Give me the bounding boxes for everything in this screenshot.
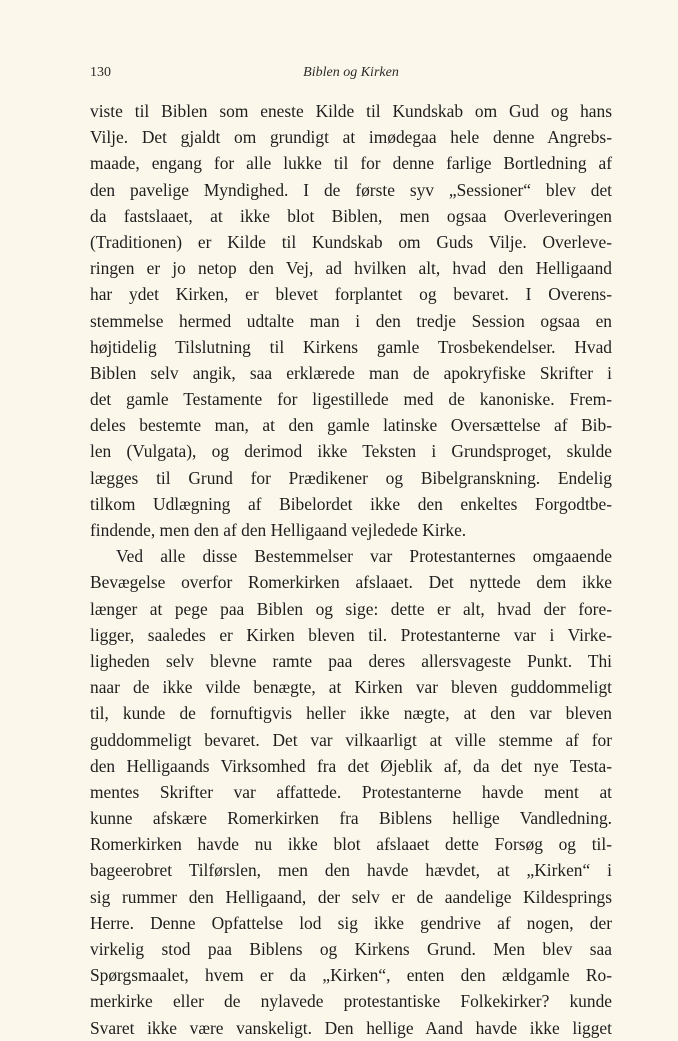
text-line: maade, engang for alle lukke til for denne farlige Bortledning af: [90, 153, 612, 174]
text-line: stemmelse hermed udtalte man i den tredje Session ogsaa en: [90, 310, 612, 331]
text-line: viste til Biblen som eneste Kilde til Kundskab om Gud og hans: [90, 101, 612, 121]
text-line: len (Vulgata), og derimod ikke Teksten i Grundsproget, skulde: [90, 441, 612, 462]
text-line: virkelig stod paa Biblens og Kirkens Grund. Men blev saa: [90, 939, 612, 959]
text-line: Biblen selv angik, saa erklærede man de apokryfiske Skrifter i: [90, 362, 612, 383]
text-line: ligheden selv blevne ramte paa deres allersvageste Punkt. Thi: [90, 650, 612, 671]
text-line: merkirke eller de nylavede protestantiske Folkekirker? kunde: [90, 991, 612, 1012]
text-line: sig rummer den Helligaand, der selv er de aandelige Kildesprings: [90, 886, 612, 907]
text-line: til, kunde de fornuftigvis heller ikke nægte, at den var bleven: [90, 703, 612, 724]
text-line: Spørgsmaalet, hvem er da „Kirken“, enten den ældgamle Ro-: [90, 965, 612, 986]
text-line: da fastslaaet, at ikke blot Biblen, men ogsaa Overleveringen: [90, 205, 612, 226]
running-title: Biblen og Kirken: [303, 65, 399, 80]
text-line: den pavelige Myndighed. I de første syv „Sessioner“ blev det: [90, 179, 612, 200]
text-line: deles bestemte man, at den gamle latinske Oversættelse af Bib-: [90, 415, 612, 436]
body-text: [90, 98, 612, 1041]
text-line: tilkom Udlægning af Bibelordet ikke den enkeltes Forgodtbe-: [90, 493, 612, 514]
text-line: Bevægelse overfor Romerkirken afslaaet. Det nyttede dem ikke: [90, 572, 612, 593]
text-line: naar de ikke vilde benægte, at Kirken var bleven guddommeligt: [90, 677, 612, 698]
page-number: 130: [90, 65, 111, 80]
text-line: den Helligaands Virksomhed fra det Øjeblik af, da det nye Testa-: [90, 755, 612, 776]
text-line: findende, men den af den Helligaand vejledede Kirke.: [90, 520, 467, 540]
page-header: [90, 65, 612, 85]
text-line: lægges til Grund for Prædikener og Bibelgranskning. Endelig: [90, 467, 612, 488]
text-line: det gamle Testamente for ligestillede med de kanoniske. Frem-: [90, 389, 612, 410]
text-line: bageerobret Tilførslen, men den havde hævdet, at „Kirken“ i: [90, 860, 612, 881]
text-line: Vilje. Det gjaldt om grundigt at imødegaa hele denne Angrebs-: [90, 127, 612, 148]
text-line: mentes Skrifter var affattede. Protestanterne havde ment at: [90, 781, 612, 802]
text-line: længer at pege paa Biblen og sige: dette er alt, hvad der fore-: [90, 598, 612, 619]
text-line: Romerkirken havde nu ikke blot afslaaet dette Forsøg og til-: [90, 834, 612, 855]
text-line: (Traditionen) er Kilde til Kundskab om Guds Vilje. Overleve-: [90, 231, 612, 252]
text-line: guddommeligt bevaret. Det var vilkaarligt at ville stemme af for: [90, 729, 612, 750]
text-line: Herre. Denne Opfattelse lod sig ikke gendrive af nogen, der: [90, 912, 612, 933]
text-line: Ved alle disse Bestemmelser var Protestanternes omgaaende: [116, 546, 612, 567]
text-line: højtidelig Tilslutning til Kirkens gamle Trosbekendelser. Hvad: [90, 336, 612, 357]
text-line: har ydet Kirken, er blevet forplantet og bevaret. I Overens-: [90, 284, 612, 305]
text-line: ringen er jo netop den Vej, ad hvilken alt, hvad den Helligaand: [90, 258, 612, 279]
text-line: ligger, saaledes er Kirken bleven til. Protestanterne var i Virke-: [90, 624, 612, 645]
text-line: kunne afskære Romerkirken fra Biblens hellige Vandledning.: [90, 808, 612, 829]
text-line: Svaret ikke være vanskeligt. Den hellige Aand havde ikke ligget: [90, 1017, 612, 1038]
